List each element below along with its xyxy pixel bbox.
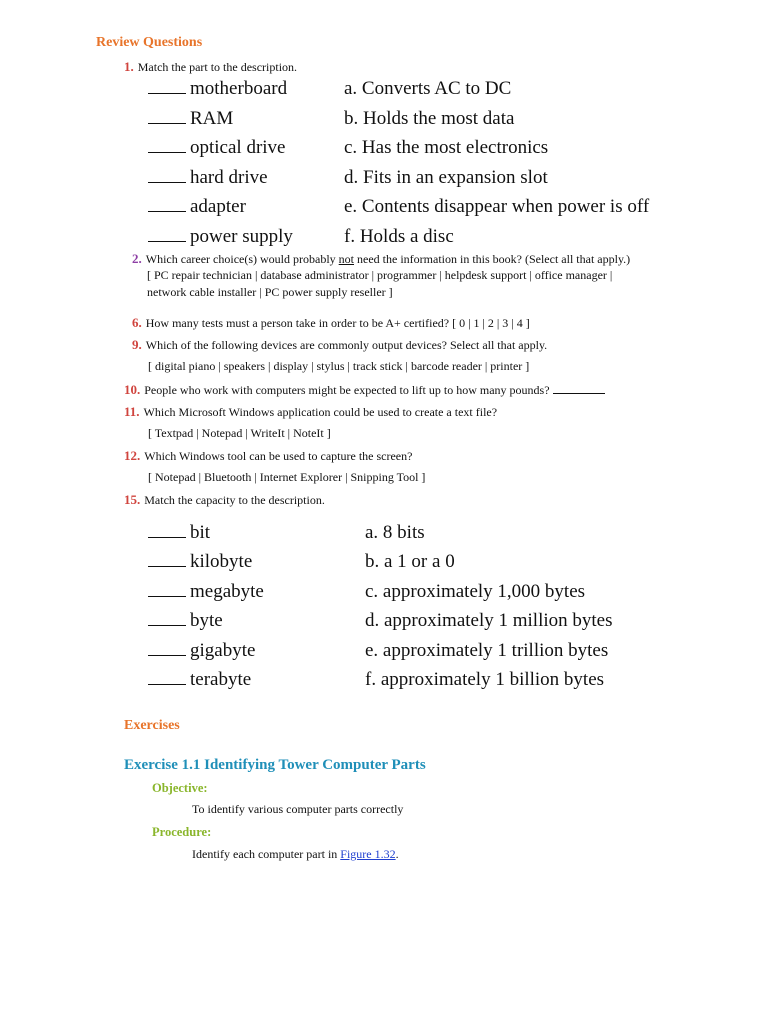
match-left-item: optical drive — [148, 137, 286, 159]
objective-text: To identify various computer parts correctly — [192, 802, 404, 816]
match-left-item: byte — [148, 610, 223, 632]
procedure-text: Identify each computer part in Figure 1.32. — [192, 847, 399, 861]
question-text: Which Windows tool can be used to capture the screen? — [144, 449, 413, 463]
match-right-item: a. 8 bits — [365, 522, 425, 543]
match-left-item: adapter — [148, 196, 246, 218]
question-2-options: network cable installer | PC power supply reseller ] — [147, 285, 393, 299]
question-6 — [132, 315, 530, 331]
match-right-item: f. approximately 1 billion bytes — [365, 669, 605, 690]
answer-blank — [148, 79, 186, 94]
question-number: 6. — [132, 315, 142, 330]
match-right-item: d. Fits in an expansion slot — [344, 167, 548, 188]
question-text: Match the capacity to the description. — [144, 493, 325, 507]
question-number: 15. — [124, 492, 141, 507]
question-11-options: [ Textpad | Notepad | WriteIt | NoteIt ] — [148, 426, 331, 440]
answer-blank — [148, 641, 186, 656]
match-right-item: b. a 1 or a 0 — [365, 551, 455, 572]
match-left-item: megabyte — [148, 581, 264, 603]
match-right-item: e. approximately 1 trillion bytes — [365, 640, 609, 661]
question-12 — [124, 448, 412, 464]
question-1 — [124, 59, 297, 75]
question-number: 12. — [124, 448, 141, 463]
match-left-item: kilobyte — [148, 551, 252, 573]
question-number: 1. — [124, 59, 134, 74]
answer-blank — [148, 227, 186, 242]
question-9-options: [ digital piano | speakers | display | stylus | track stick | barcode reader | printer ] — [148, 359, 530, 373]
question-text: Which Microsoft Windows application could be used to create a text file? — [143, 405, 498, 419]
answer-blank — [148, 552, 186, 567]
answer-blank — [148, 582, 186, 597]
procedure-label: Procedure: — [152, 825, 212, 839]
match-right-item: d. approximately 1 million bytes — [365, 610, 613, 631]
match-left-item: motherboard — [148, 78, 287, 100]
question-15 — [124, 492, 325, 508]
answer-blank — [148, 168, 186, 183]
question-number: 9. — [132, 337, 142, 352]
match-left-item: bit — [148, 522, 210, 544]
objective-label: Objective: — [152, 781, 208, 795]
match-right-item: a. Converts AC to DC — [344, 78, 512, 99]
question-text: People who work with computers might be expected to lift up to how many pounds? — [144, 383, 550, 397]
match-right-item: f. Holds a disc — [344, 226, 454, 247]
question-text: Which of the following devices are commonly output devices? Select all that apply. — [145, 338, 548, 352]
question-number: 10. — [124, 382, 141, 397]
question-number: 2. — [132, 251, 142, 266]
review-questions-heading: Review Questions — [96, 35, 203, 50]
question-12-options: [ Notepad | Bluetooth | Internet Explorer | Snipping Tool ] — [148, 470, 426, 484]
question-text: Match the part to the description. — [137, 60, 298, 74]
figure-link[interactable]: Figure 1.32 — [340, 847, 396, 861]
exercise-title: Exercise 1.1 Identifying Tower Computer Parts — [124, 757, 426, 773]
answer-blank — [148, 109, 186, 124]
match-right-item: e. Contents disappear when power is off — [344, 196, 650, 217]
answer-blank — [148, 611, 186, 626]
match-right-item: c. approximately 1,000 bytes — [365, 581, 586, 602]
match-left-item: RAM — [148, 108, 233, 130]
question-2-options: [ PC repair technician | database administrator | programmer | helpdesk support | office manager | — [147, 268, 613, 282]
answer-blank — [148, 138, 186, 153]
question-2: 2. Which career choice(s) would probably not need the information in this book? (Select all that apply.) — [132, 251, 631, 266]
match-right-item: b. Holds the most data — [344, 108, 515, 129]
question-number: 11. — [124, 404, 140, 419]
question-11 — [124, 404, 497, 420]
answer-blank — [148, 197, 186, 212]
answer-blank — [148, 670, 186, 685]
match-left-item: terabyte — [148, 669, 251, 691]
match-left-item: power supply — [148, 226, 293, 248]
answer-blank — [553, 381, 605, 394]
match-left-item: hard drive — [148, 167, 268, 189]
question-text: How many tests must a person take in order to be A+ certified? [ 0 | 1 | 2 | 3 | 4 ] — [145, 316, 530, 330]
exercises-heading: Exercises — [124, 718, 180, 733]
match-left-item: gigabyte — [148, 640, 255, 662]
match-right-item: c. Has the most electronics — [344, 137, 549, 158]
answer-blank — [148, 523, 186, 538]
question-9 — [132, 337, 547, 353]
question-10 — [124, 381, 605, 398]
